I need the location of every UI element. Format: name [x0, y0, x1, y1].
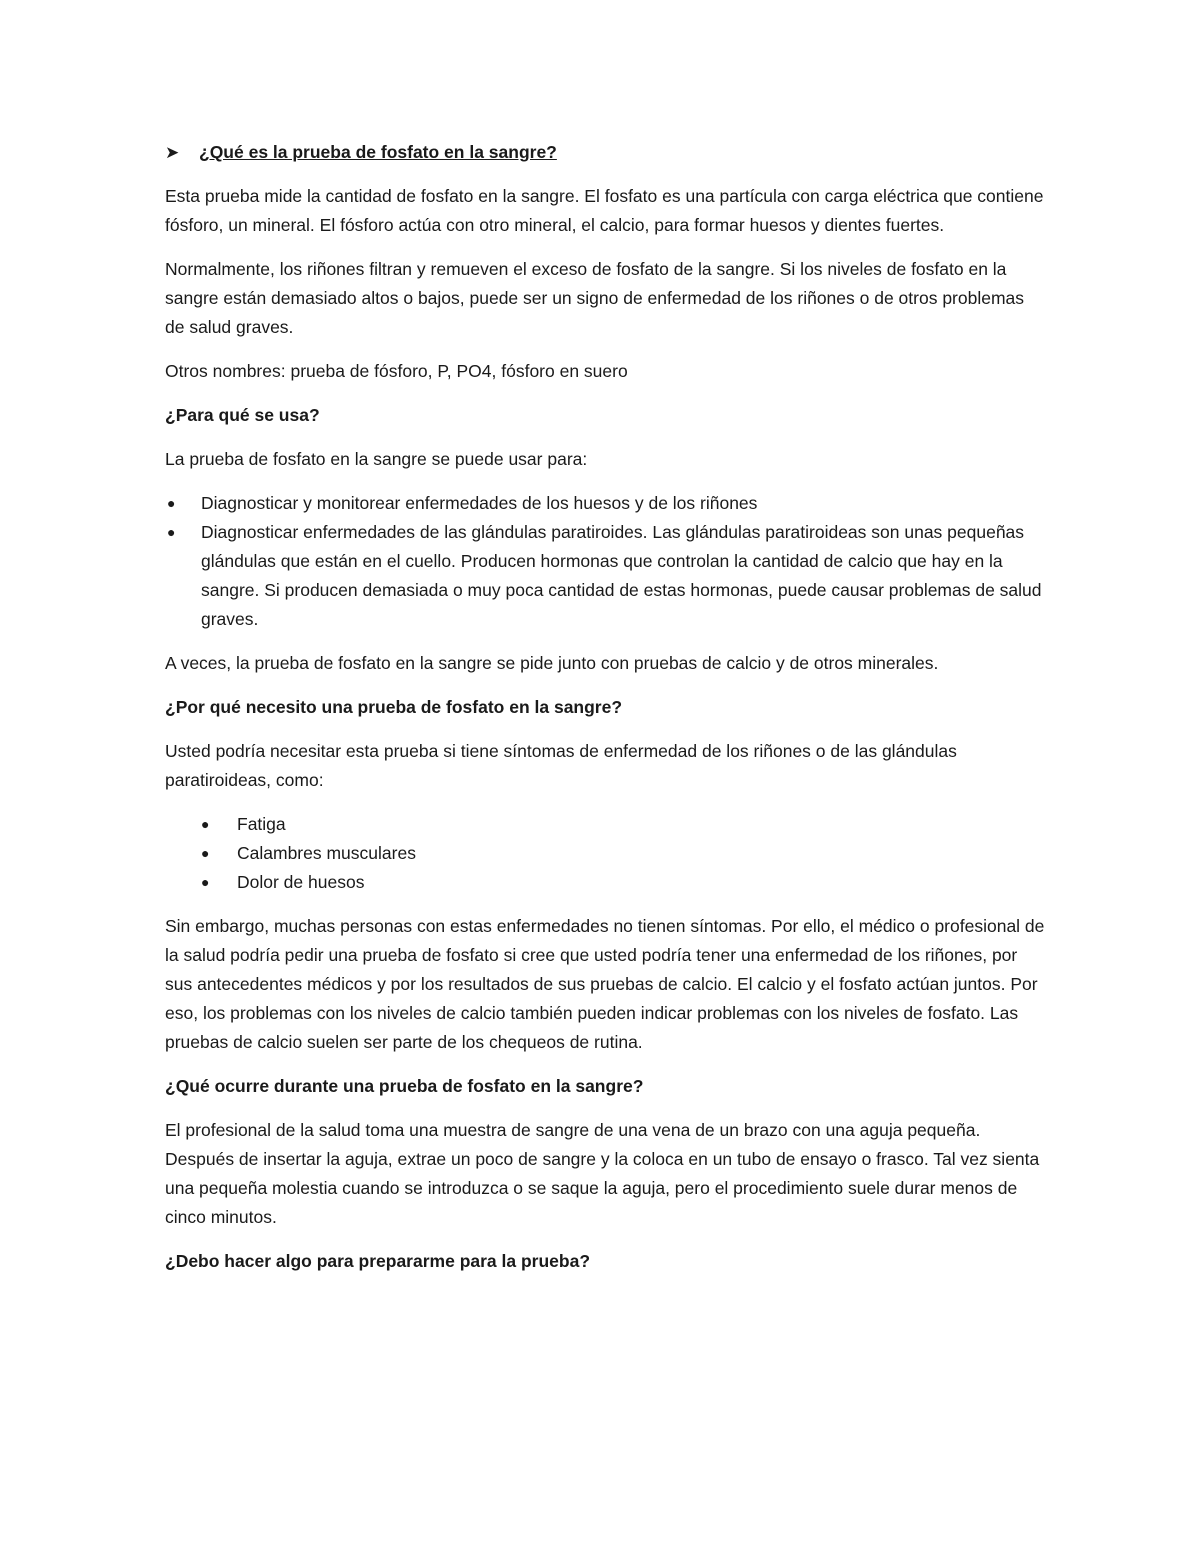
main-heading-text: ¿Qué es la prueba de fosfato en la sangre?	[199, 142, 557, 162]
list-item	[165, 489, 1045, 518]
paragraph-definition: Esta prueba mide la cantidad de fosfato en la sangre. El fosfato es una partícula con carga eléctrica que contiene fósforo, un mineral. El fósforo actúa con otro mineral, el calcio, para formar huesos y dientes fuertes.	[165, 186, 1044, 235]
heading-uses: ¿Para qué se usa?	[165, 405, 320, 425]
paragraph-why-detail: Sin embargo, muchas personas con estas enfermedades no tienen síntomas. Por ello, el médico o profesional de la salud podría pedir una prueba de fosfato si cree que usted podría tener una enfermedad de los riñones, por sus antecedentes médicos y por los resultados de sus pruebas de calcio. El calcio y el fosfato actúan juntos. Por eso, los problemas con los niveles de calcio también pueden indicar problemas con los niveles de fosfato. Las pruebas de calcio suelen ser parte de los chequeos de rutina.	[165, 916, 1045, 1052]
document-page	[165, 138, 1045, 1291]
list-item	[165, 868, 1045, 897]
list-item-text: Calambres musculares	[237, 843, 416, 863]
list-item-text: Fatiga	[237, 814, 286, 834]
paragraph-uses-intro: La prueba de fosfato en la sangre se puede usar para:	[165, 449, 588, 469]
main-heading	[165, 138, 1045, 167]
list-item-text: Diagnosticar y monitorear enfermedades de los huesos y de los riñones	[201, 493, 758, 513]
paragraph-procedure: El profesional de la salud toma una muestra de sangre de una vena de un brazo con una aguja pequeña. Después de insertar la aguja, extrae un poco de sangre y la coloca en un tubo de ensayo o frasco. Tal vez sienta una pequeña molestia cuando se introduzca o se saque la aguja, pero el procedimiento suele durar menos de cinco minutos.	[165, 1120, 1040, 1227]
bullet-icon: ●	[167, 524, 176, 540]
arrow-bullet-icon: ➤	[165, 143, 180, 162]
bullet-icon: ●	[201, 874, 210, 890]
heading-preparation: ¿Debo hacer algo para prepararme para la prueba?	[165, 1251, 591, 1271]
list-item	[165, 518, 1045, 634]
heading-procedure: ¿Qué ocurre durante una prueba de fosfato en la sangre?	[165, 1076, 644, 1096]
bullet-icon: ●	[167, 495, 176, 511]
paragraph-why-intro: Usted podría necesitar esta prueba si tiene síntomas de enfermedad de los riñones o de las glándulas paratiroideas, como:	[165, 741, 957, 790]
paragraph-other-names: Otros nombres: prueba de fósforo, P, PO4, fósforo en suero	[165, 361, 628, 381]
symptoms-list	[165, 810, 1045, 897]
paragraph-kidneys: Normalmente, los riñones filtran y remueven el exceso de fosfato de la sangre. Si los niveles de fosfato en la sangre están demasiado altos o bajos, puede ser un signo de enfermedad de los riñones o de otros problemas de salud graves.	[165, 259, 1025, 337]
list-item	[165, 839, 1045, 868]
bullet-icon: ●	[201, 816, 210, 832]
list-item-text: Diagnosticar enfermedades de las glándulas paratiroides. Las glándulas paratiroideas son unas pequeñas glándulas que están en el cuello. Producen hormonas que controlan la cantidad de calcio que hay en la sangre. Si producen demasiada o muy poca cantidad de estas hormonas, puede causar problemas de salud graves.	[201, 522, 1042, 629]
list-item-text: Dolor de huesos	[237, 872, 365, 892]
list-item	[165, 810, 1045, 839]
heading-why: ¿Por qué necesito una prueba de fosfato en la sangre?	[165, 697, 623, 717]
paragraph-uses-outro: A veces, la prueba de fosfato en la sangre se pide junto con pruebas de calcio y de otros minerales.	[165, 653, 939, 673]
uses-list	[165, 489, 1045, 634]
bullet-icon: ●	[201, 845, 210, 861]
